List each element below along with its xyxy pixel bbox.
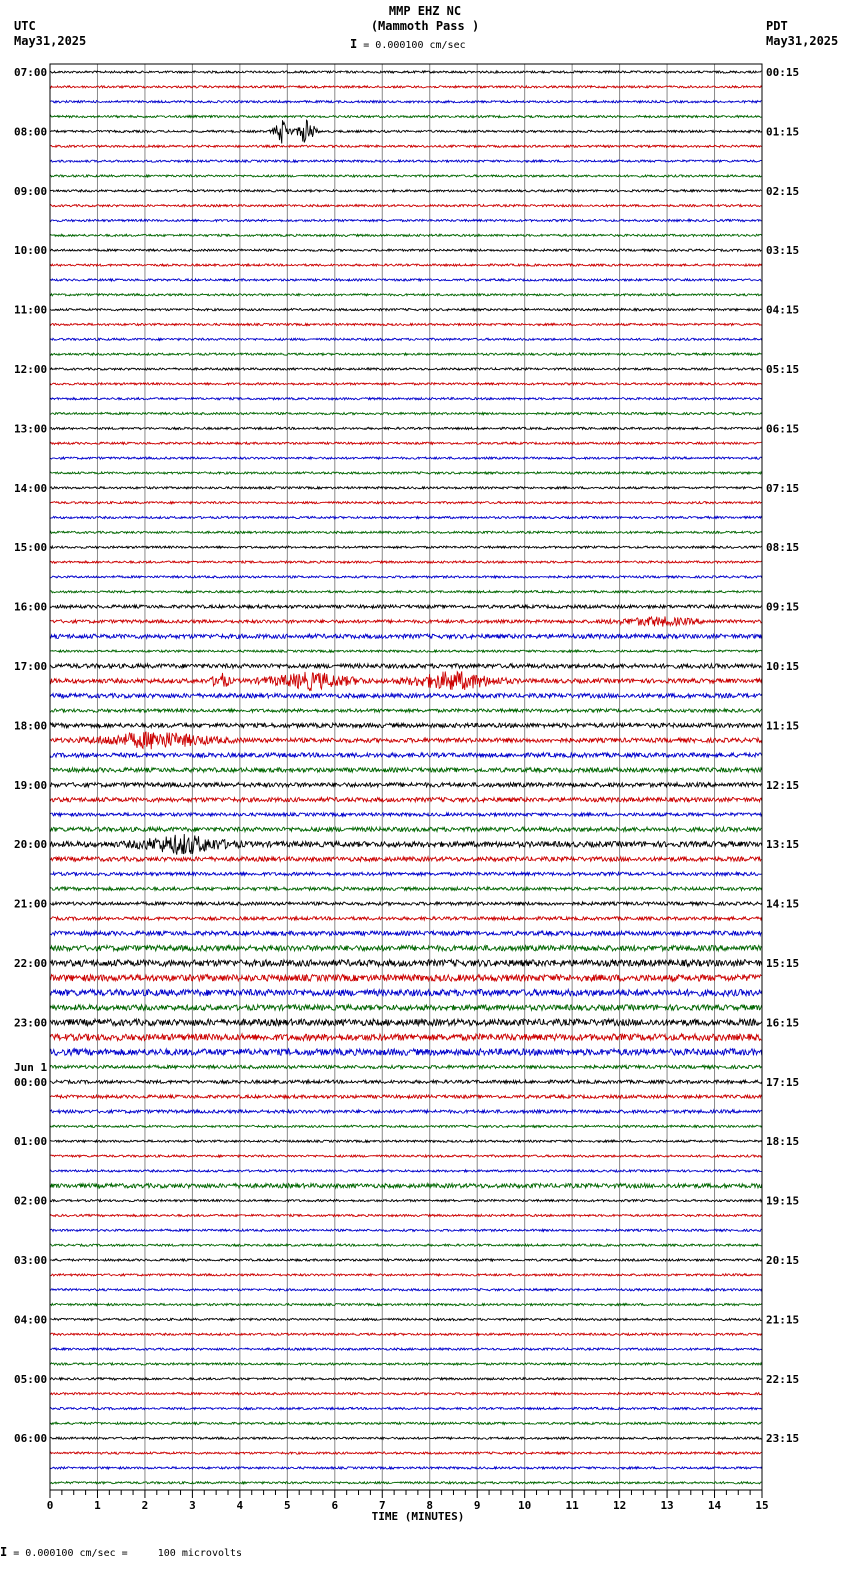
utc-hour-label: 05:00 — [14, 1372, 48, 1386]
utc-hour-label: 11:00 — [14, 303, 48, 317]
seismic-trace-line — [50, 783, 762, 787]
seismic-trace-line — [50, 516, 762, 518]
x-axis-ticks — [47, 1490, 769, 1512]
seismic-trace-line — [50, 1452, 762, 1454]
pdt-hour-label: 14:15 — [766, 897, 800, 911]
seismic-trace-line — [50, 768, 762, 772]
seismic-trace-line — [50, 1034, 762, 1041]
seismic-trace-line — [50, 1274, 762, 1276]
station-code: MMP EHZ NC — [388, 4, 462, 18]
seismic-trace-line — [50, 442, 762, 444]
seismic-trace-line — [50, 960, 762, 967]
seismic-traces — [50, 71, 762, 1484]
x-tick-label: 6 — [331, 1499, 339, 1512]
pdt-hour-label: 18:15 — [766, 1135, 800, 1149]
seismic-trace-line — [50, 323, 762, 325]
seismic-trace-line — [50, 1378, 762, 1380]
seismic-trace-line — [50, 1333, 762, 1335]
utc-hour-label: 22:00 — [14, 957, 48, 970]
seismic-trace-line — [50, 427, 762, 429]
pdt-hour-label: 12:15 — [766, 778, 800, 792]
seismic-trace-line — [50, 857, 762, 861]
pdt-hour-label: 06:15 — [766, 422, 800, 436]
x-tick-label: 10 — [518, 1499, 532, 1512]
seismic-trace-line — [50, 1437, 762, 1439]
seismic-trace-line — [50, 398, 762, 400]
pdt-hour-label: 08:15 — [766, 541, 800, 555]
seismic-trace-line — [50, 945, 762, 950]
utc-date-label: May31,2025 — [14, 34, 87, 48]
seismic-trace-line — [50, 634, 762, 638]
plot-axes — [50, 64, 762, 1490]
day-marker: Jun 1 — [14, 1061, 48, 1074]
seismic-trace-line — [50, 723, 762, 727]
utc-hour-label: 08:00 — [14, 125, 48, 139]
utc-hour-labels — [14, 66, 47, 1445]
seismic-trace-line — [50, 383, 762, 385]
x-axis-title: TIME (MINUTES) — [371, 1510, 465, 1523]
seismic-trace-line — [50, 1289, 762, 1291]
seismic-trace-line — [50, 1140, 762, 1142]
utc-hour-label: 20:00 — [14, 838, 48, 852]
scale-bar-icon: I — [350, 37, 358, 51]
pdt-hour-label: 03:15 — [766, 244, 800, 258]
seismic-trace-line — [50, 1303, 762, 1305]
x-tick-label: 13 — [660, 1499, 674, 1512]
seismic-trace-line — [50, 219, 762, 221]
seismic-trace-line — [50, 1422, 762, 1424]
utc-hour-label: 18:00 — [14, 719, 48, 733]
footer-scale-legend — [0, 1546, 242, 1560]
footer-scale-text: = 0.000100 cm/sec = 100 microvolts — [13, 1548, 243, 1559]
utc-hour-label: 13:00 — [14, 422, 48, 436]
x-tick-label: 0 — [46, 1499, 54, 1512]
seismic-trace-line — [50, 175, 762, 177]
x-tick-label: 7 — [378, 1499, 386, 1512]
utc-hour-label: 16:00 — [14, 600, 48, 614]
seismic-trace-line — [50, 1363, 762, 1365]
utc-hour-label: 04:00 — [14, 1313, 48, 1327]
seismic-trace-line — [50, 1005, 762, 1011]
pdt-hour-label: 17:15 — [766, 1075, 800, 1089]
pdt-hour-label: 21:15 — [766, 1313, 800, 1327]
utc-hour-label: 17:00 — [14, 660, 48, 673]
seismic-trace-line — [50, 576, 762, 578]
x-tick-label: 11 — [565, 1499, 579, 1512]
x-tick-label: 3 — [189, 1499, 196, 1512]
seismic-trace-line — [50, 309, 762, 311]
utc-hour-label: 21:00 — [14, 897, 48, 911]
seismic-trace-line — [50, 605, 762, 608]
seismic-trace-line — [50, 531, 762, 533]
x-tick-label: 2 — [141, 1499, 149, 1512]
seismic-trace-line — [50, 1019, 762, 1026]
seismic-trace-line — [50, 1244, 762, 1246]
seismic-trace-line — [50, 1318, 762, 1320]
seismic-trace-line — [50, 931, 762, 935]
seismic-trace-line — [50, 1482, 762, 1484]
pdt-hour-label: 01:15 — [766, 125, 800, 139]
seismic-trace-line — [50, 145, 762, 147]
utc-hour-label: 14:00 — [14, 481, 48, 495]
seismic-trace-line — [50, 797, 762, 801]
pdt-hour-label: 19:15 — [766, 1194, 800, 1208]
seismic-trace-line — [50, 338, 762, 340]
x-tick-label: 5 — [284, 1499, 291, 1512]
utc-hour-label: 02:00 — [14, 1194, 48, 1208]
utc-hour-label: 23:00 — [14, 1016, 48, 1030]
minute-gridlines — [97, 64, 714, 1490]
pdt-hour-label: 04:15 — [766, 303, 800, 317]
pdt-hour-label: 22:15 — [766, 1372, 800, 1386]
seismic-trace-line — [50, 591, 762, 593]
seismic-trace-line — [50, 694, 762, 698]
seismic-trace-line — [50, 650, 762, 652]
seismic-trace-line — [50, 487, 762, 489]
pdt-hour-label: 00:15 — [766, 66, 800, 79]
utc-hour-label: 00:00 — [14, 1075, 48, 1089]
seismic-trace-line — [50, 1049, 762, 1056]
utc-tz-label: UTC — [14, 19, 36, 33]
x-tick-label: 15 — [755, 1499, 769, 1512]
x-tick-label: 12 — [612, 1499, 627, 1512]
seismic-trace-line — [50, 368, 762, 370]
seismic-trace-line — [50, 753, 762, 757]
pdt-hour-label: 10:15 — [766, 660, 800, 673]
seismic-trace-line — [50, 353, 762, 355]
seismic-trace-line — [50, 160, 762, 162]
seismic-trace-line — [50, 732, 762, 749]
seismic-trace-line — [50, 101, 762, 103]
seismic-trace-line — [50, 234, 762, 236]
seismic-trace-line — [50, 1095, 762, 1098]
seismic-trace-line — [50, 1170, 762, 1172]
seismic-trace-line — [50, 813, 762, 816]
seismic-trace-line — [50, 279, 762, 281]
seismic-trace-line — [50, 120, 762, 143]
utc-hour-label: 12:00 — [14, 363, 48, 376]
seismic-trace-line — [50, 412, 762, 414]
seismic-trace-line — [50, 1080, 762, 1083]
pdt-hour-label: 05:15 — [766, 363, 800, 376]
seismic-trace-line — [50, 887, 762, 890]
pdt-hour-label: 09:15 — [766, 600, 800, 614]
seismic-trace-line — [50, 1155, 762, 1157]
utc-hour-label: 01:00 — [14, 1135, 48, 1149]
seismic-trace-line — [50, 249, 762, 251]
seismic-trace-line — [50, 1184, 762, 1188]
x-tick-label: 9 — [473, 1499, 481, 1512]
seismic-trace-line — [50, 457, 762, 459]
seismic-trace-line — [50, 989, 762, 996]
pdt-hour-label: 02:15 — [766, 184, 800, 198]
seismic-trace-line — [50, 1467, 762, 1469]
x-tick-label: 1 — [94, 1499, 101, 1512]
utc-hour-label: 03:00 — [14, 1254, 48, 1267]
seismic-trace-line — [50, 1200, 762, 1202]
seismic-trace-line — [50, 827, 762, 831]
seismic-trace-line — [50, 917, 762, 920]
seismic-trace-line — [50, 1110, 762, 1113]
seismic-trace-line — [50, 472, 762, 474]
seismic-trace-line — [50, 671, 762, 691]
seismic-trace-line — [50, 1348, 762, 1350]
seismic-trace-line — [50, 1407, 762, 1409]
seismic-trace-line — [50, 264, 762, 266]
seismic-trace-line — [50, 86, 762, 88]
x-tick-label: 14 — [707, 1499, 722, 1512]
utc-hour-label: 09:00 — [14, 184, 48, 198]
pdt-tz-label: PDT — [766, 19, 788, 33]
seismic-trace-line — [50, 1229, 762, 1231]
seismic-trace-line — [50, 115, 762, 117]
pdt-hour-label: 07:15 — [766, 481, 800, 495]
scale-legend-text: = 0.000100 cm/sec — [363, 40, 466, 51]
seismic-trace-line — [50, 502, 762, 504]
station-name: (Mammoth Pass ) — [370, 19, 480, 33]
seismic-trace-line — [50, 294, 762, 296]
seismic-trace-line — [50, 190, 762, 192]
utc-hour-label: 15:00 — [14, 541, 48, 555]
x-tick-label: 4 — [236, 1499, 244, 1512]
utc-hour-label: 19:00 — [14, 778, 48, 792]
pdt-hour-label: 15:15 — [766, 957, 800, 970]
seismic-trace-line — [50, 1393, 762, 1395]
seismic-trace-line — [50, 71, 762, 73]
utc-hour-label: 10:00 — [14, 244, 48, 258]
seismic-trace-line — [50, 975, 762, 982]
seismic-trace-line — [50, 205, 762, 207]
pdt-hour-labels — [766, 66, 799, 1445]
pdt-hour-label: 13:15 — [766, 838, 800, 852]
pdt-hour-label: 20:15 — [766, 1254, 800, 1267]
seismic-trace-line — [50, 1259, 762, 1261]
pdt-hour-label: 23:15 — [766, 1432, 800, 1446]
utc-hour-label: 06:00 — [14, 1432, 48, 1446]
seismic-trace-line — [50, 561, 762, 563]
pdt-hour-label: 16:15 — [766, 1016, 800, 1030]
seismic-trace-line — [50, 834, 762, 855]
seismic-trace-line — [50, 1065, 762, 1068]
seismic-trace-line — [50, 616, 762, 626]
seismic-trace-line — [50, 664, 762, 668]
seismic-trace-line — [50, 709, 762, 712]
seismic-trace-line — [50, 872, 762, 875]
plot-frame — [50, 64, 762, 1490]
x-tick-label: 8 — [426, 1499, 434, 1512]
seismic-trace-line — [50, 1125, 762, 1127]
seismic-trace-line — [50, 902, 762, 905]
seismic-trace-line — [50, 1214, 762, 1216]
pdt-date-label: May31,2025 — [766, 34, 839, 48]
utc-hour-label: 07:00 — [14, 66, 48, 79]
footer-scale-bar-icon: I — [0, 1545, 8, 1559]
seismic-trace-line — [50, 546, 762, 548]
pdt-hour-label: 11:15 — [766, 719, 800, 733]
